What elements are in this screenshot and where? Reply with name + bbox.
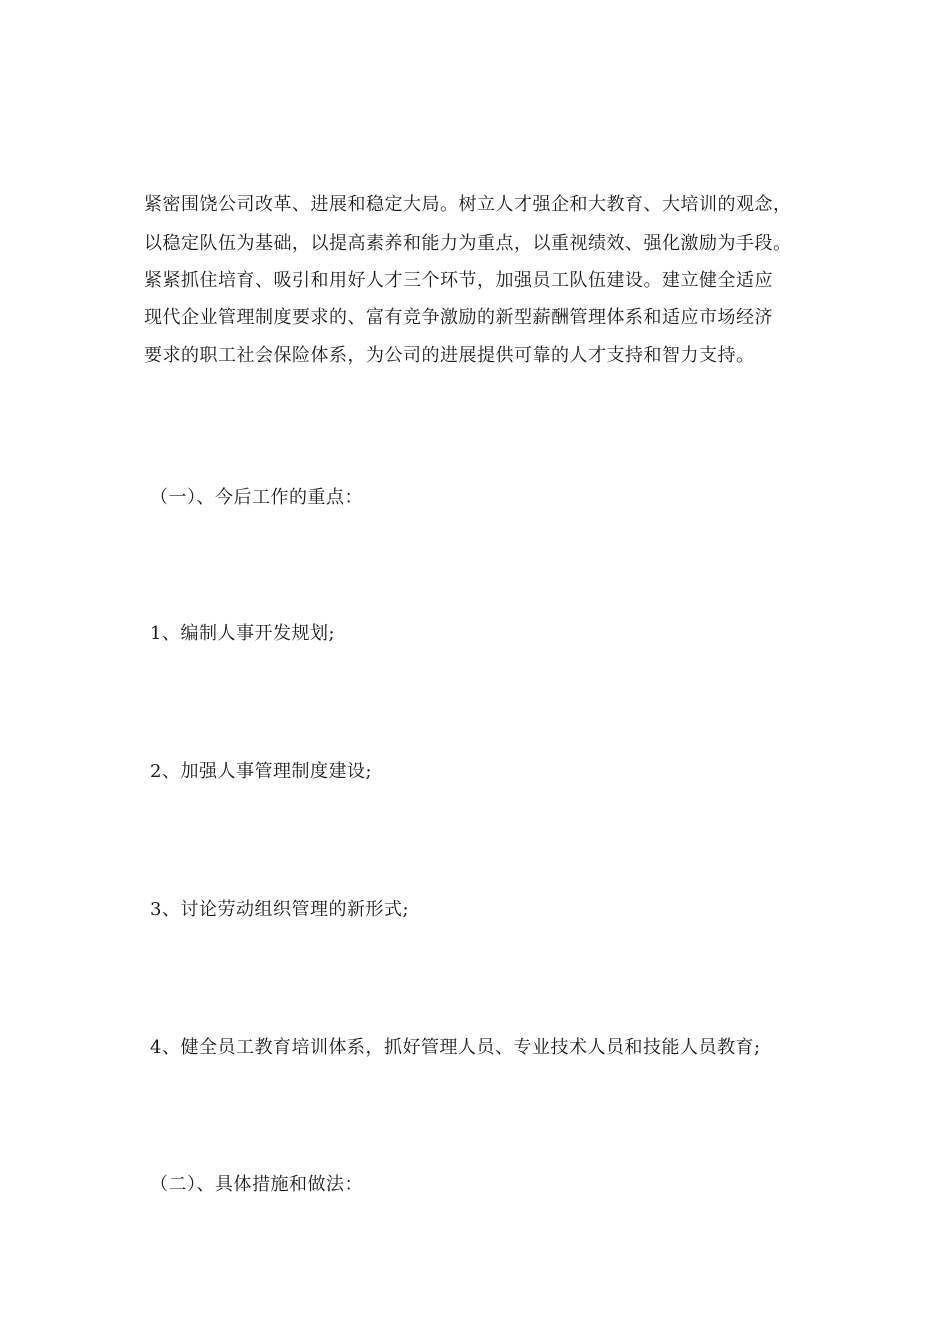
list-item: 2、加强人事管理制度建设; — [150, 761, 373, 782]
intro-line: 紧紧抓住培育、吸引和用好人才三个环节，加强员工队伍建设。建立健全适应 — [144, 270, 773, 291]
list-item: 1、编制人事开发规划; — [150, 623, 336, 644]
intro-line: 要求的职工社会保险体系，为公司的进展提供可靠的人才支持和智力支持。 — [144, 345, 755, 366]
section-heading-2: （二）、具体措施和做法： — [150, 1174, 363, 1195]
list-item: 4、健全员工教育培训体系，抓好管理人员、专业技术人员和技能人员教育; — [150, 1037, 761, 1058]
list-item: 3、讨论劳动组织管理的新形式; — [150, 899, 410, 920]
section-heading-1: （一）、今后工作的重点： — [150, 487, 363, 508]
intro-line: 以稳定队伍为基础，以提高素养和能力为重点，以重视绩效、强化激励为手段。 — [144, 233, 792, 254]
intro-line: 紧密围饶公司改革、进展和稳定大局。树立人才强企和大教育、大培训的观念， — [144, 194, 792, 215]
intro-line: 现代企业管理制度要求的、富有竞争激励的新型薪酬管理体系和适应市场经济 — [144, 307, 773, 328]
